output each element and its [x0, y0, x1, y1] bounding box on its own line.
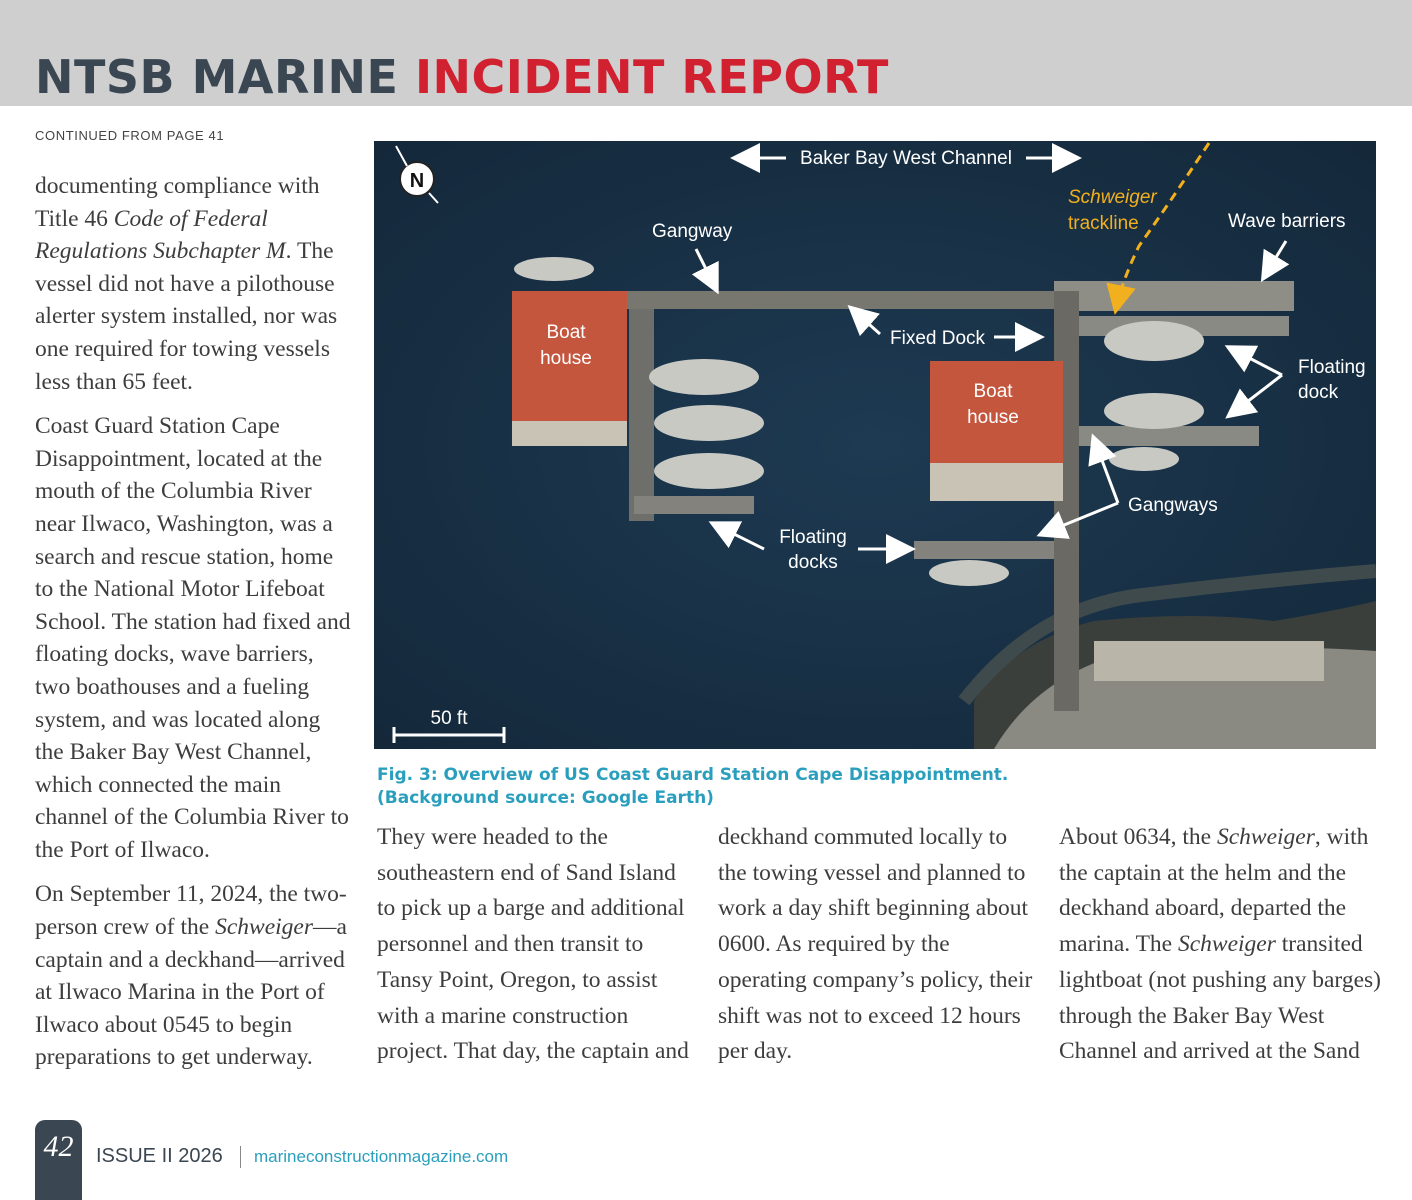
paragraph: deckhand commuted locally to the towing vessel and planned to work a day shift beginning about 0600. As required by the operating company’s policy, their shift was not to exceed 12 hours per day.	[718, 824, 1033, 1065]
fixed-dock-label: Fixed Dock	[890, 328, 986, 349]
body-column-3	[1059, 820, 1389, 1070]
boathouse-west-label-2: house	[540, 348, 592, 369]
italic-text: Schweiger	[215, 914, 313, 941]
text-run: . The vessel did not have a pilothouse alerter system installed, nor was one required for towing vessels less than 65 feet.	[35, 238, 338, 395]
text-run: —a captain and a deckhand—arrived at Ilwaco Marina in the Port of Ilwaco about 0545 to begin preparations to get underway.	[35, 914, 347, 1071]
wave-barriers-label: Wave barriers	[1228, 211, 1346, 232]
boathouse-west-label-1: Boat	[546, 322, 586, 343]
body-column-2	[718, 820, 1036, 1070]
title-part-dark: NTSB MARINE	[35, 50, 399, 104]
caption-line: Fig. 3: Overview of US Coast Guard Station Cape Disappointment.	[377, 765, 1009, 785]
boathouse-east-label-2: house	[967, 407, 1019, 428]
continued-note: CONTINUED FROM PAGE 41	[35, 128, 225, 143]
page-number: 42	[43, 1130, 74, 1163]
title-part-red: INCIDENT REPORT	[414, 50, 889, 104]
gangways-label: Gangways	[1128, 495, 1218, 516]
text-run: On September 11, 2024, the two-person crew of the	[35, 881, 347, 941]
aerial-figure	[374, 141, 1376, 749]
gangway-label: Gangway	[652, 221, 733, 242]
floating-dock-south	[914, 541, 1054, 559]
wave-barrier	[1054, 281, 1294, 311]
floating-dock-west	[634, 496, 754, 514]
paragraph: Coast Guard Station Cape Disappointment, located at the mouth of the Columbia River near Ilwaco, Washington, was a search and rescue station, home to the National Motor Lifeboat School. The station had fixed and floating docks, wave barriers, two boathouses and a fueling system, and was located along the Baker Bay West Channel, which connected the main channel of the Columbia River to the Port of Ilwaco.	[35, 413, 351, 863]
text-run: transited lightboat (not pushing any barges) through the Baker Bay West Channel and arrived at the Sand	[1059, 931, 1381, 1065]
italic-text: Schweiger	[1177, 931, 1276, 958]
italic-text: Schweiger	[1216, 824, 1315, 850]
fixed-dock	[624, 291, 1054, 309]
paragraph	[35, 170, 353, 398]
footer-divider	[240, 1146, 241, 1168]
website-link[interactable]: marineconstructionmagazine.com	[254, 1147, 509, 1166]
floating-dock-label-2: dock	[1298, 382, 1339, 403]
figure-caption	[377, 764, 1367, 810]
body-column-1	[377, 820, 695, 1070]
text-run: documenting compliance with Title 46	[35, 173, 320, 232]
channel-label: Baker Bay West Channel	[800, 148, 1012, 169]
pier	[629, 291, 654, 521]
trackline-label-1: Schweiger	[1068, 187, 1157, 208]
text-run: , with the captain at the helm and the deckhand aboard, departed the marina. The	[1059, 824, 1369, 958]
svg-text:N: N	[409, 170, 425, 192]
text-run: About 0634, the	[1059, 824, 1217, 850]
paragraph	[1059, 820, 1389, 1070]
italic-text: Code of Federal Regulations Subchapter M	[35, 205, 286, 265]
paragraph	[35, 878, 353, 1074]
left-column	[35, 170, 353, 1086]
header-bar	[0, 0, 1412, 106]
page-title	[35, 50, 889, 104]
trackline-label-2: trackline	[1068, 213, 1139, 234]
caption-source: (Background source: Google Earth)	[377, 788, 714, 808]
floating-dock-lower	[1079, 426, 1259, 446]
floating-docks-label-2: docks	[788, 552, 838, 573]
paragraph: They were headed to the southeastern end of Sand Island to pick up a barge and additional personnel and then transit to Tansy Point, Oregon, to assist with a marine construction project. That day, the captain and	[377, 824, 689, 1065]
floating-dock-label-1: Floating	[1298, 357, 1366, 378]
station-aerial-illustration	[374, 141, 1376, 749]
issue-label: ISSUE II 2026	[96, 1145, 223, 1167]
boathouse-east-label-1: Boat	[973, 381, 1013, 402]
floating-docks-label-1: Floating	[779, 527, 847, 548]
svg-text:50 ft: 50 ft	[430, 708, 468, 729]
